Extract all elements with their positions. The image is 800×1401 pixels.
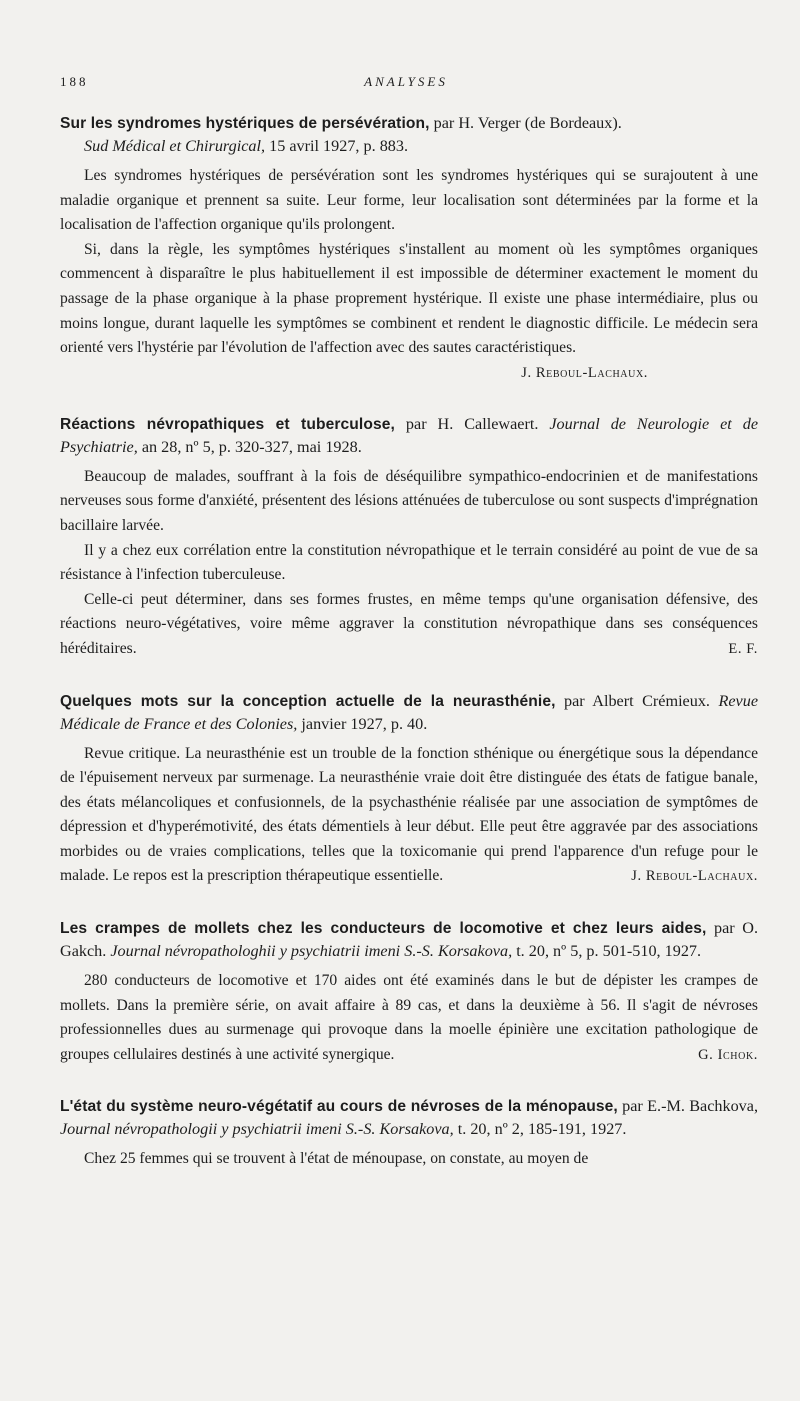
article xyxy=(60,1095,758,1172)
article-source: Journal névropathologhii y psychiatrii imeni S.-S. Korsakova, xyxy=(110,942,513,961)
article-byline: par O. Gakch. xyxy=(60,919,758,961)
article-paragraph: Revue critique. La neurasthénie est un trouble de la fonction sthénique ou énergétique sous la dépendance de l'épuisement nerveux par surmenage. La neurasthénie vraie doit être distinguée des états de fatigue banale, des états mélancoliques et confusionnels, de la psychasthénie réalisée par une association de symptômes de dépression et d'hyperémotivité, des états démentiels à leur début. Elle peut être aggravée par des associations morbides ou de vraies complications, telles que la toxicomanie qui prend l'apparence d'un refuge pour le malade. Le repos est la prescription thérapeutique essentielle. J. Reboul-Lachaux. xyxy=(60,742,758,890)
content xyxy=(60,112,758,1200)
article-source-details: t. 20, nº 2, 185-191, 1927. xyxy=(457,1120,627,1139)
article xyxy=(60,112,758,385)
article-source-details: an 28, nº 5, p. 320-327, mai 1928. xyxy=(141,437,362,456)
article-source-details: 15 avril 1927, p. 883. xyxy=(269,137,409,155)
article-source: Journal de Neurologie et de Psychiatrie, xyxy=(60,414,759,456)
article-paragraph: Si, dans la règle, les symptômes hystériques s'installent au moment où les symptômes organiques commencent à disparaître le plus habituellement il est impossible de déterminer exactement le moment du passage de la phase organique à la phase proprement hystérique. Il existe une phase intermédiaire, plus ou moins longue, durant laquelle les symptômes se combinent et rendent le diagnostic difficile. Le médecin sera orienté vers l'hystérie par l'évolution de l'affection avec des sautes caractéristiques. xyxy=(60,240,758,357)
article-source-details: janvier 1927, p. 40. xyxy=(301,714,428,733)
article-byline: par H. Callewaert. xyxy=(405,414,539,433)
article-paragraph: Il y a chez eux corrélation entre la constitution névropathique et le terrain considéré au point de vue de sa résistance à l'infection tuberculeuse. xyxy=(60,541,758,584)
article-heading xyxy=(60,917,758,963)
article-byline: par H. Verger (de Bordeaux). xyxy=(433,114,622,132)
article-title: Réactions névropathiques et tuberculose, xyxy=(60,415,395,433)
article-paragraph: Les syndromes hystériques de persévération sont les syndromes hystériques qui se surajoutent à une maladie organique et prennent sa suite. Leur forme, leur localisation sont déterminées par la forme et la localisation de l'affection organique qu'ils prolongent. xyxy=(60,167,758,234)
article-paragraph: Beaucoup de malades, souffrant à la fois de déséquilibre sympathico-endocrinien et de manifestations nerveuses sous forme d'anxiété, présentent des lésions atténuées de tuberculose ou sont suspects d'imprégnation bacillaire larvée. xyxy=(60,467,758,534)
article-source: Revue Médicale de France et des Colonies, xyxy=(60,691,759,733)
running-head xyxy=(60,74,752,94)
article-title: Les crampes de mollets chez les conducteurs de locomotive et chez leurs aides, xyxy=(60,920,707,938)
article-paragraph: Chez 25 femmes qui se trouvent à l'état de ménoupase, on constate, au moyen de xyxy=(84,1150,589,1168)
article-source: Sud Médical et Chirurgical, xyxy=(84,137,266,155)
article-signature: J. Reboul-Lachaux. xyxy=(521,364,648,381)
article-byline: par Albert Crémieux. xyxy=(564,691,710,710)
article xyxy=(60,917,758,1067)
article-title: Sur les syndromes hystériques de persévération, xyxy=(60,115,430,132)
article-heading xyxy=(60,690,758,736)
article-byline: par E.-M. Bachkova, xyxy=(622,1097,758,1116)
article-source-details: t. 20, nº 5, p. 501-510, 1927. xyxy=(516,942,702,961)
article-signature: E. F. xyxy=(728,640,758,657)
article-heading xyxy=(60,1095,758,1141)
article-title: Quelques mots sur la conception actuelle de la neurasthénie, xyxy=(60,692,556,710)
article-title: L'état du système neuro-végétatif au cours de névroses de la ménopause, xyxy=(60,1098,618,1116)
article xyxy=(60,690,758,890)
article-paragraph: Celle-ci peut déterminer, dans ses formes frustes, en même temps qu'une organisation défensive, des réactions neuro-végétatives, voire même aggraver la constitution névropathique dans ses conséquences héréditaires. E. F. xyxy=(60,588,758,662)
article-heading xyxy=(60,112,758,158)
running-title: ANALYSES xyxy=(364,74,448,89)
article-paragraph: 280 conducteurs de locomotive et 170 aides ont été examinés dans le but de dépister les crampes de mollets. Dans la première série, on avait affaire à 89 cas, et dans la deuxième à 56. Il s'agit de névroses professionnelles dues au surmenage qui provoque dans la moelle épinière une excitation pathologique de groupes cellulaires destinés à une activité synergique. G. Ichok. xyxy=(60,969,758,1067)
article-signature: J. Reboul-Lachaux. xyxy=(631,868,758,885)
article-signature: G. Ichok. xyxy=(698,1046,758,1063)
page-number: 188 xyxy=(60,74,89,89)
article-source: Journal névropathologii y psychiatrii imeni S.-S. Korsakova, xyxy=(60,1120,454,1139)
article xyxy=(60,413,758,662)
article-heading xyxy=(60,413,758,459)
